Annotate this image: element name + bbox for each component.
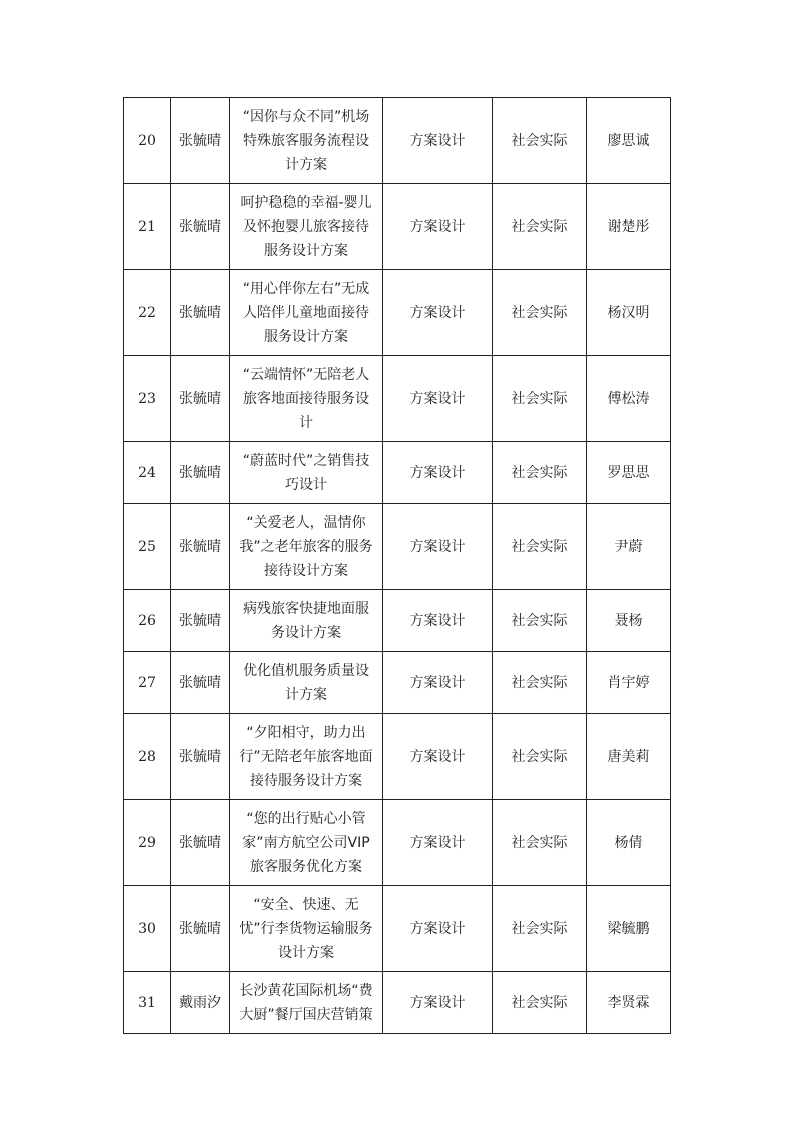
topic-type: 方案设计 — [383, 972, 493, 1034]
advisor-name: 张毓晴 — [171, 98, 230, 184]
topic-type: 方案设计 — [383, 98, 493, 184]
topic-source: 社会实际 — [493, 590, 587, 652]
topic-title: 病残旅客快捷地面服务设计方案 — [230, 590, 383, 652]
topic-title: “安全、快速、无忧”行李货物运输服务设计方案 — [230, 886, 383, 972]
topic-source: 社会实际 — [493, 972, 587, 1034]
advisor-name: 张毓晴 — [171, 356, 230, 442]
student-name: 傅松涛 — [587, 356, 671, 442]
table-row — [124, 442, 671, 504]
topic-type: 方案设计 — [383, 356, 493, 442]
row-number: 24 — [124, 442, 171, 504]
student-name: 尹蔚 — [587, 504, 671, 590]
topic-title: “关爱老人，温情你我”之老年旅客的服务接待设计方案 — [230, 504, 383, 590]
topic-source: 社会实际 — [493, 800, 587, 886]
table-row — [124, 590, 671, 652]
advisor-name: 张毓晴 — [171, 270, 230, 356]
advisor-name: 张毓晴 — [171, 442, 230, 504]
topic-title: 优化值机服务质量设计方案 — [230, 652, 383, 714]
row-number: 30 — [124, 886, 171, 972]
row-number: 25 — [124, 504, 171, 590]
topic-type: 方案设计 — [383, 270, 493, 356]
topic-title: “用心伴你左右”无成人陪伴儿童地面接待服务设计方案 — [230, 270, 383, 356]
topic-source: 社会实际 — [493, 714, 587, 800]
row-number: 29 — [124, 800, 171, 886]
table-row — [124, 714, 671, 800]
advisor-name: 张毓晴 — [171, 184, 230, 270]
table-row — [124, 504, 671, 590]
table-row — [124, 98, 671, 184]
advisor-name: 张毓晴 — [171, 800, 230, 886]
topic-type: 方案设计 — [383, 714, 493, 800]
advisor-name: 张毓晴 — [171, 886, 230, 972]
table-row — [124, 356, 671, 442]
table-row — [124, 270, 671, 356]
topic-title: “云端情怀”无陪老人旅客地面接待服务设计 — [230, 356, 383, 442]
topic-title: “因你与众不同”机场特殊旅客服务流程设计方案 — [230, 98, 383, 184]
topic-source: 社会实际 — [493, 886, 587, 972]
student-name: 杨倩 — [587, 800, 671, 886]
topic-source: 社会实际 — [493, 356, 587, 442]
topic-source: 社会实际 — [493, 98, 587, 184]
topic-type: 方案设计 — [383, 442, 493, 504]
advisor-name: 张毓晴 — [171, 590, 230, 652]
student-name: 廖思诚 — [587, 98, 671, 184]
topic-title: 长沙黄花国际机场“费大厨”餐厅国庆营销策 — [230, 972, 383, 1034]
row-number: 20 — [124, 98, 171, 184]
table-row — [124, 800, 671, 886]
topic-type: 方案设计 — [383, 590, 493, 652]
row-number: 26 — [124, 590, 171, 652]
student-name: 罗思思 — [587, 442, 671, 504]
topic-source: 社会实际 — [493, 652, 587, 714]
advisor-name: 张毓晴 — [171, 714, 230, 800]
student-name: 杨汉明 — [587, 270, 671, 356]
topic-type: 方案设计 — [383, 504, 493, 590]
student-name: 唐美莉 — [587, 714, 671, 800]
table-row — [124, 886, 671, 972]
topic-type: 方案设计 — [383, 800, 493, 886]
row-number: 21 — [124, 184, 171, 270]
row-number: 23 — [124, 356, 171, 442]
topic-source: 社会实际 — [493, 270, 587, 356]
topic-source: 社会实际 — [493, 504, 587, 590]
row-number: 31 — [124, 972, 171, 1034]
topic-title: “夕阳相守，助力出行”无陪老年旅客地面接待服务设计方案 — [230, 714, 383, 800]
row-number: 22 — [124, 270, 171, 356]
topic-table — [123, 97, 671, 1034]
topic-title: “您的出行贴心小管家”南方航空公司VIP旅客服务优化方案 — [230, 800, 383, 886]
topic-source: 社会实际 — [493, 442, 587, 504]
table-row — [124, 972, 671, 1034]
topic-table-body — [124, 98, 671, 1034]
advisor-name: 张毓晴 — [171, 504, 230, 590]
topic-type: 方案设计 — [383, 886, 493, 972]
advisor-name: 戴雨汐 — [171, 972, 230, 1034]
student-name: 肖宇婷 — [587, 652, 671, 714]
student-name: 聂杨 — [587, 590, 671, 652]
row-number: 27 — [124, 652, 171, 714]
table-row — [124, 652, 671, 714]
student-name: 梁毓鹏 — [587, 886, 671, 972]
topic-type: 方案设计 — [383, 184, 493, 270]
topic-title: “蔚蓝时代”之销售技巧设计 — [230, 442, 383, 504]
row-number: 28 — [124, 714, 171, 800]
topic-title: 呵护稳稳的幸福-婴儿及怀抱婴儿旅客接待服务设计方案 — [230, 184, 383, 270]
topic-type: 方案设计 — [383, 652, 493, 714]
table-row — [124, 184, 671, 270]
student-name: 谢楚彤 — [587, 184, 671, 270]
topic-source: 社会实际 — [493, 184, 587, 270]
advisor-name: 张毓晴 — [171, 652, 230, 714]
student-name: 李贤霖 — [587, 972, 671, 1034]
